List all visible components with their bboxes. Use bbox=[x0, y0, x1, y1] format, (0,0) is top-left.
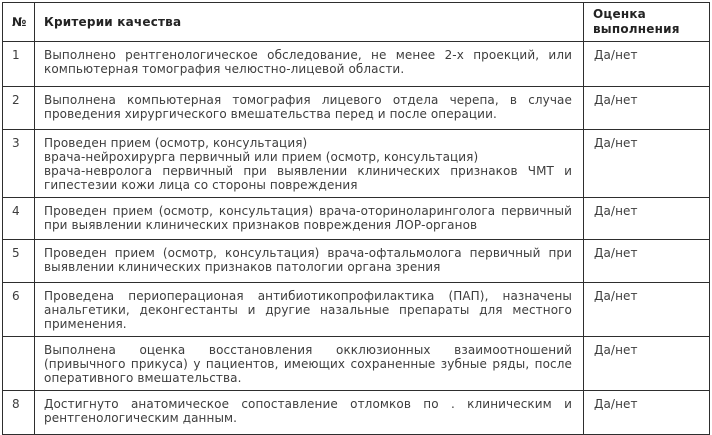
col-header-score: Оценка выполнения bbox=[584, 3, 710, 42]
criteria-cell: Выполнено рентгенологическое обследование, не менее 2-х проекций, или компьютерная томография челюстно-лицевой области. bbox=[35, 42, 584, 87]
table-row bbox=[3, 240, 710, 283]
row-number-cell: 5 bbox=[3, 240, 35, 283]
score-cell: Да/нет bbox=[584, 337, 710, 391]
score-cell: Да/нет bbox=[584, 42, 710, 87]
table-row bbox=[3, 130, 710, 198]
criteria-cell: Проведена периоперационая антибиотикопрофилактика (ПАП), назначены анальгетики, деконгестанты и другие назальные препараты для местного применения. bbox=[35, 283, 584, 337]
criteria-cell: Достигнуто анатомическое сопоставление отломков по . клиническим и рентгенологическим данным. bbox=[35, 391, 584, 435]
score-cell: Да/нет bbox=[584, 198, 710, 240]
row-number-cell: 4 bbox=[3, 198, 35, 240]
table-row bbox=[3, 87, 710, 130]
criteria-cell: Проведен прием (осмотр, консультация) врача-оториноларинголога первичный при выявлении клинических признаков повреждения ЛОР-органов bbox=[35, 198, 584, 240]
row-number-cell: 1 bbox=[3, 42, 35, 87]
row-number-cell: 8 bbox=[3, 391, 35, 435]
row-number-cell: 6 bbox=[3, 283, 35, 337]
score-cell: Да/нет bbox=[584, 130, 710, 198]
criteria-cell: Выполнена компьютерная томография лицевого отдела черепа, в случае проведения хирургического вмешательства перед и после операции. bbox=[35, 87, 584, 130]
table-row bbox=[3, 42, 710, 87]
table-body bbox=[3, 42, 710, 435]
row-number-cell bbox=[3, 337, 35, 391]
criteria-cell: Выполнена оценка восстановления окклюзионных взаимоотношений (привычного прикуса) у пациентов, имеющих сохраненные зубные ряды, после оперативного вмешательства. bbox=[35, 337, 584, 391]
criteria-cell: Проведен прием (осмотр, консультация) врача-офтальмолога первичный при выявлении клинических признаков патологии органа зрения bbox=[35, 240, 584, 283]
document-page bbox=[0, 2, 712, 430]
table-row bbox=[3, 337, 710, 391]
score-cell: Да/нет bbox=[584, 283, 710, 337]
row-number-cell: 2 bbox=[3, 87, 35, 130]
quality-criteria-table bbox=[2, 2, 710, 435]
col-header-number: № bbox=[3, 3, 35, 42]
table-row bbox=[3, 283, 710, 337]
criteria-cell: Проведен прием (осмотр, консультация) врача-нейрохирурга первичный или прием (осмотр, консультация) врача-невролога первичный при выявлении клинических признаков ЧМТ и гипестезии кожи лица со стороны повреждения bbox=[35, 130, 584, 198]
table-row bbox=[3, 198, 710, 240]
col-header-criteria: Критерии качества bbox=[35, 3, 584, 42]
row-number-cell: 3 bbox=[3, 130, 35, 198]
score-cell: Да/нет bbox=[584, 240, 710, 283]
score-cell: Да/нет bbox=[584, 87, 710, 130]
header-row bbox=[3, 3, 710, 42]
score-cell: Да/нет bbox=[584, 391, 710, 435]
